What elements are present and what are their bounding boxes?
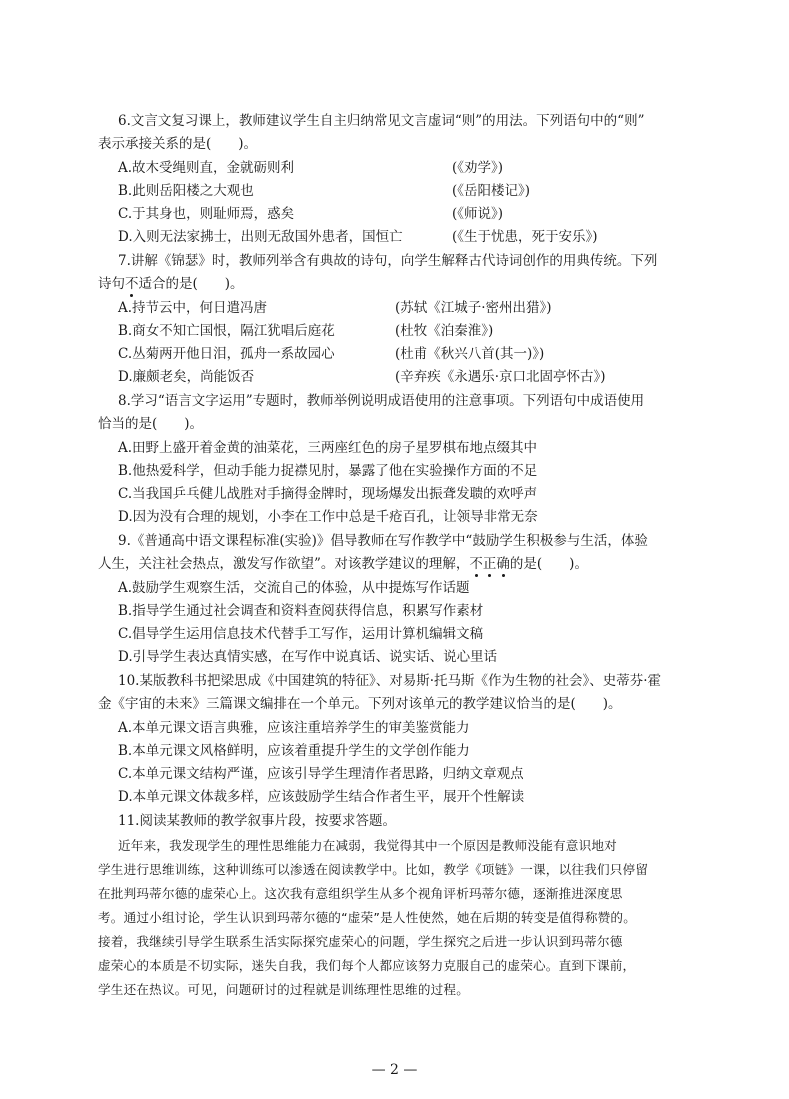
q6-option-c: C.于其身也，则耻师焉，惑矣 (118, 206, 295, 222)
q9-stem-part-a: 人生，关注社会热点，激发写作欲望”。对该教学建议的理解， (98, 556, 470, 572)
q11-narrative-line-2: 学生进行思维训练，这种训练可以渗透在阅读教学中。比如，教学《项链》一课，以往我们只停留 (98, 862, 649, 877)
q6-option-a: A.故木受绳则直，金就砺则利 (118, 160, 295, 176)
q7-option-b: B.商女不知亡国恨，隔江犹唱后庭花 (118, 323, 335, 339)
q7-stem-line-1: 7.讲解《锦瑟》时，教师列举含有典故的诗句，向学生解释古代诗词创作的用典传统。下列 (118, 253, 658, 269)
q7-stem-line-2 (98, 278, 244, 292)
q9-emphasis-incorrect (469, 556, 510, 572)
q10-stem-line-1: 10.某版教科书把梁思成《中国建筑的特征》、对易斯·托马斯《作为生物的社会》、史蒂芬·霍 (118, 673, 662, 689)
q7-emphasis-not: 不 (125, 276, 139, 292)
q7-option-b-source: (杜牧《泊秦淮》) (395, 323, 494, 339)
q11-narrative-line-1: 近年来，我发现学生的理性思维能力在减弱，我觉得其中一个原因是教师没能有意识地对 (118, 838, 617, 853)
q6-option-d-source: (《生于忧患，死于安乐》) (452, 229, 598, 245)
q8-stem-line-2: 恰当的是( )。 (98, 416, 204, 432)
q9-stem-part-c: 的是( )。 (509, 556, 588, 572)
q7-option-a-source: (苏轼《江城子·密州出猎》) (395, 300, 552, 316)
q7-option-d: D.廉颇老矣，尚能饭否 (118, 369, 255, 385)
q7-stem-part-a: 诗句 (98, 276, 125, 292)
q10-option-d: D.本单元课文体裁多样，应该鼓励学生结合作者生平，展开个性解读 (118, 789, 525, 805)
q11-narrative-line-4: 考。通过小组讨论，学生认识到玛蒂尔德的“虚荣”是人性使然，她在后期的转变是值得称赞的。 (98, 910, 636, 925)
q6-option-a-source: (《劝学》) (452, 160, 504, 176)
q11-narrative-line-5: 接着，我继续引导学生联系生活实际探究虚荣心的问题，学生探究之后进一步认识到玛蒂尔德 (98, 934, 623, 949)
q9-option-c: C.倡导学生运用信息技术代替手工写作，运用计算机编辑文稿 (118, 626, 484, 642)
q8-option-b: B.他热爱科学，但动手能力捉襟见肘，暴露了他在实验操作方面的不足 (118, 463, 538, 479)
q10-option-c: C.本单元课文结构严谨，应该引导学生理清作者思路，归纳文章观点 (118, 766, 524, 782)
q6-option-b-source: (《岳阳楼记》) (452, 183, 531, 199)
page-number: — 2 — (371, 1062, 418, 1078)
q10-option-a: A.本单元课文语言典雅，应该注重培养学生的审美鉴赏能力 (118, 720, 470, 736)
q9-stem-line-2 (98, 558, 588, 572)
q6-option-b: B.此则岳阳楼之大观也 (118, 183, 254, 199)
q6-option-d: D.入则无法家拂士，出则无敌国外患者，国恒亡 (118, 229, 403, 245)
q11-narrative-line-6: 虚荣心的本质是不切实际，迷失自我，我们每个人都应该努力克服自己的虚荣心。直到下课前， (98, 958, 636, 973)
q11-narrative-line-3: 在批判玛蒂尔德的虚荣心上。这次我有意组织学生从多个视角评析玛蒂尔德，逐渐推进深度思 (98, 886, 623, 901)
emphasis-char: 正 (482, 556, 497, 572)
q7-option-a: A.持节云中，何日遣冯唐 (118, 300, 268, 316)
q8-stem-line-1: 8.学习“语言文字运用”专题时，教师举例说明成语使用的注意事项。下列语句中成语使用 (118, 393, 645, 409)
q10-option-b: B.本单元课文风格鲜明，应该着重提升学生的文学创作能力 (118, 743, 470, 759)
emphasis-char: 确 (496, 556, 510, 572)
q8-option-c: C.当我国乒乓健儿战胜对手摘得金牌时，现场爆发出振聋发聩的欢呼声 (118, 486, 538, 502)
q9-option-d: D.引导学生表达真情实感，在写作中说真话、说实话、说心里话 (118, 649, 498, 665)
q7-stem-part-c: 适合的是( )。 (138, 276, 244, 292)
q11-narrative-line-7: 学生还在热议。可见，问题研讨的过程就是训练理性思维的过程。 (98, 982, 470, 997)
q8-option-a: A.田野上盛开着金黄的油菜花，三两座红色的房子星罗棋布地点缀其中 (118, 440, 538, 456)
emphasis-char: 不 (469, 556, 483, 572)
q10-stem-line-2: 金《宇宙的未来》三篇课文编排在一个单元。下列对该单元的教学建议恰当的是( )。 (98, 696, 622, 712)
q6-option-c-source: (《师说》) (452, 206, 504, 222)
q7-option-d-source: (辛弃疾《永遇乐·京口北固亭怀古》) (395, 369, 606, 385)
q7-option-c-source: (杜甫《秋兴八首(其一)》) (395, 346, 545, 362)
q11-stem: 11.阅读某教师的教学叙事片段，按要求答题。 (118, 813, 396, 829)
q9-option-a: A.鼓励学生观察生活，交流自己的体验，从中提炼写作话题 (118, 580, 470, 596)
q6-stem-line-1: 6.文言文复习课上，教师建议学生自主归纳常见文言虚词“则”的用法。下列语句中的“则” (118, 113, 645, 129)
q6-stem-line-2: 表示承接关系的是( )。 (98, 136, 258, 152)
q8-option-d: D.因为没有合理的规划，小李在工作中总是千疮百孔，让领导非常无奈 (118, 509, 538, 525)
q9-stem-line-1: 9.《普通高中语文课程标准(实验)》倡导教师在写作教学中“鼓励学生积极参与生活，体验 (118, 533, 648, 549)
q9-option-b: B.指导学生通过社会调查和资料查阅获得信息，积累写作素材 (118, 603, 484, 619)
q7-option-c: C.丛菊两开他日泪，孤舟一系故园心 (118, 346, 335, 362)
